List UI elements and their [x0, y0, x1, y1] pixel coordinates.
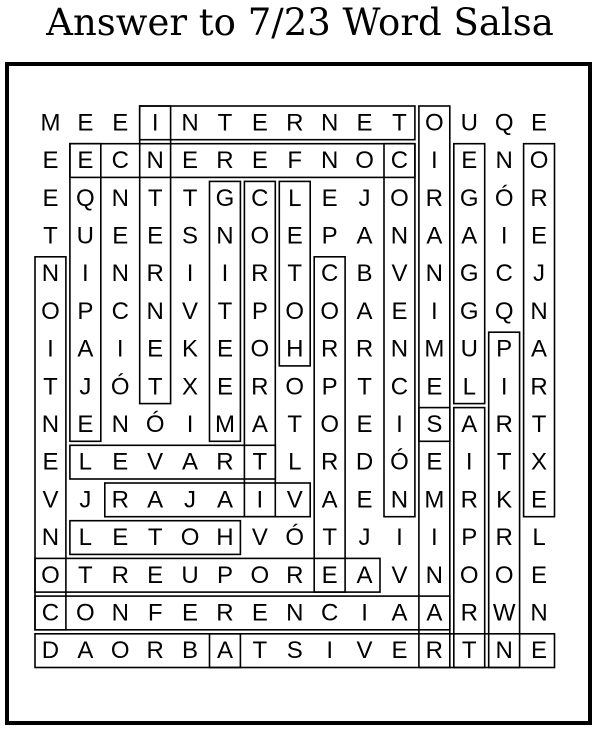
grid-letter: R: [495, 524, 513, 552]
grid-letter: R: [216, 599, 234, 627]
grid-letter: E: [77, 147, 94, 175]
grid-letter: E: [251, 109, 268, 137]
grid-letter: M: [424, 335, 445, 363]
grid-letter: Q: [494, 109, 514, 137]
grid-letter: U: [76, 222, 95, 250]
grid-letter: L: [288, 184, 302, 212]
grid-letter: O: [355, 147, 374, 175]
grid-letter: N: [530, 599, 548, 627]
grid-letter: C: [320, 599, 339, 627]
grid-letter: J: [358, 524, 371, 552]
grid-letter: O: [285, 297, 305, 325]
grid-letter: R: [425, 184, 444, 212]
grid-letter: C: [390, 373, 409, 401]
grid-letter: T: [287, 410, 303, 438]
grid-letter: P: [77, 297, 94, 325]
grid-letter: U: [181, 561, 199, 589]
grid-letter: I: [186, 260, 194, 288]
grid-letter: I: [256, 486, 264, 514]
grid-letter: J: [358, 184, 371, 212]
grid-letter: E: [321, 561, 338, 589]
grid-letter: B: [356, 260, 373, 288]
grid-letter: N: [390, 335, 409, 363]
grid-letter: R: [251, 260, 269, 288]
grid-letter: I: [500, 373, 508, 401]
grid-letter: K: [496, 486, 513, 514]
grid-letter: I: [396, 410, 403, 438]
grid-letter: J: [79, 373, 92, 401]
grid-letter: V: [391, 260, 408, 288]
grid-letter: A: [426, 222, 443, 250]
grid-letter: E: [531, 486, 548, 514]
grid-letter: I: [326, 637, 333, 665]
grid-letter: P: [321, 373, 338, 401]
grid-letter: B: [182, 637, 199, 665]
grid-letter: I: [431, 297, 438, 325]
grid-letter: N: [181, 109, 199, 137]
grid-letter: I: [500, 222, 508, 250]
grid-letter: Ó: [494, 184, 514, 212]
grid-letter: E: [426, 448, 443, 476]
grid-letter: A: [216, 637, 233, 665]
grid-letter: T: [357, 373, 372, 401]
grid-letter: N: [390, 222, 409, 250]
grid-letter: A: [461, 410, 478, 438]
grid-letter: E: [531, 637, 548, 665]
grid-letter: R: [111, 561, 129, 589]
grid-letter: R: [460, 486, 478, 514]
grid-letter: E: [42, 147, 59, 175]
grid-letter: E: [461, 147, 478, 175]
grid-letter: T: [43, 373, 58, 401]
grid-letter: F: [147, 599, 163, 627]
grid-letter: P: [496, 335, 513, 363]
grid-letter: O: [110, 637, 130, 665]
grid-letter: E: [147, 561, 164, 589]
grid-letter: A: [391, 599, 408, 627]
grid-letter: E: [112, 524, 129, 552]
grid-letter: A: [426, 599, 443, 627]
grid-letter: N: [111, 260, 129, 288]
grid-letter: N: [146, 147, 164, 175]
grid-letter: N: [425, 260, 444, 288]
grid-letter: P: [216, 561, 233, 589]
grid-letter: R: [530, 184, 548, 212]
grid-letter: R: [460, 599, 478, 627]
grid-letter: C: [390, 147, 409, 175]
grid-letter: G: [459, 260, 479, 288]
grid-letter: N: [390, 486, 409, 514]
grid-letter: D: [41, 637, 60, 665]
grid-letter: E: [426, 373, 443, 401]
grid-letter: U: [460, 109, 478, 137]
grid-letter: O: [250, 222, 270, 250]
grid-letter: E: [251, 147, 268, 175]
grid-letter: O: [250, 335, 270, 363]
grid-letter: S: [182, 222, 199, 250]
grid-letter: E: [251, 599, 268, 627]
grid-letter: A: [356, 222, 373, 250]
grid-letter: E: [321, 184, 338, 212]
grid-letter: P: [461, 524, 478, 552]
grid-letter: Ó: [110, 373, 130, 401]
grid-letter: R: [355, 335, 374, 363]
grid-letter: N: [320, 109, 339, 137]
grid-letter: T: [217, 109, 233, 137]
grid-letter: A: [77, 637, 94, 665]
grid-letter: T: [147, 373, 163, 401]
grid-letter: E: [147, 222, 164, 250]
grid-letter: Q: [76, 184, 95, 212]
grid-letter: E: [531, 109, 548, 137]
grid-letter: E: [112, 448, 129, 476]
grid-letter: C: [251, 184, 269, 212]
grid-letter: O: [459, 561, 479, 589]
grid-letter: I: [431, 147, 438, 175]
grid-letter: L: [532, 524, 546, 552]
grid-letter: L: [78, 524, 93, 552]
grid-letter: H: [286, 335, 304, 363]
grid-letter: P: [321, 222, 338, 250]
grid-letter: R: [111, 486, 129, 514]
grid-letter: I: [151, 109, 159, 137]
grid-letter: E: [147, 335, 164, 363]
grid-letter: A: [147, 486, 164, 514]
grid-letter: L: [462, 373, 476, 401]
grid-letter: N: [530, 297, 548, 325]
grid-letter: I: [221, 260, 229, 288]
grid-letter: H: [216, 524, 234, 552]
grid-letter: N: [425, 561, 444, 589]
grid-letter: A: [356, 297, 373, 325]
grid-letter: M: [214, 410, 235, 438]
grid-letter: R: [530, 373, 548, 401]
grid-letter: X: [531, 448, 548, 476]
grid-letter: R: [286, 561, 304, 589]
grid-letter: G: [215, 184, 235, 212]
grid-letter: R: [425, 637, 444, 665]
grid-letter: T: [531, 410, 547, 438]
grid-letter: N: [216, 222, 234, 250]
grid-letter: T: [182, 184, 198, 212]
grid-letter: R: [146, 637, 164, 665]
grid-letter: S: [286, 637, 303, 665]
grid-letter: V: [286, 486, 303, 514]
grid-letter: R: [286, 109, 304, 137]
grid-letter: V: [356, 637, 373, 665]
grid-letter: E: [77, 109, 94, 137]
grid-letter: I: [82, 260, 89, 288]
grid-letter: M: [40, 109, 61, 137]
grid-letter: A: [356, 561, 373, 589]
grid-letter: X: [182, 373, 199, 401]
grid-letter: V: [251, 524, 268, 552]
grid-letter: F: [287, 147, 303, 175]
grid-letter: V: [391, 561, 408, 589]
grid-letter: T: [78, 561, 93, 589]
grid-letter: L: [288, 448, 302, 476]
grid-letter: R: [251, 373, 269, 401]
grid-letter: V: [42, 486, 59, 514]
grid-letter: E: [391, 297, 408, 325]
grid-letter: E: [391, 637, 408, 665]
grid-letter: J: [79, 486, 92, 514]
grid-letter: T: [217, 297, 233, 325]
found-word-box: [105, 483, 310, 517]
grid-letter: E: [42, 184, 59, 212]
grid-letter: O: [494, 561, 514, 589]
puzzle-title: Answer to 7/23 Word Salsa: [46, 1, 554, 44]
grid-letter: N: [320, 147, 339, 175]
grid-letter: I: [431, 524, 438, 552]
grid-letter: E: [77, 410, 94, 438]
grid-letter: E: [356, 410, 373, 438]
grid-letter: G: [459, 297, 479, 325]
grid-letter: Q: [494, 297, 514, 325]
grid-letter: E: [356, 109, 373, 137]
grid-letter: T: [496, 448, 512, 476]
grid-letter: U: [460, 335, 478, 363]
grid-letter: O: [180, 524, 200, 552]
grid-letter: O: [285, 373, 305, 401]
grid-letter: R: [320, 335, 339, 363]
grid-letter: T: [147, 184, 163, 212]
grid-letter: O: [529, 147, 549, 175]
grid-letter: L: [78, 448, 93, 476]
grid-letter: J: [533, 260, 546, 288]
grid-letter: I: [361, 599, 368, 627]
grid-letter: N: [41, 410, 60, 438]
grid-letter: N: [146, 297, 164, 325]
grid-letter: R: [216, 147, 234, 175]
grid-letter: R: [320, 448, 339, 476]
grid-letter: A: [216, 486, 233, 514]
grid-letter: T: [252, 637, 268, 665]
grid-letter: G: [459, 184, 479, 212]
grid-letter: J: [184, 486, 197, 514]
grid-letter: O: [250, 561, 270, 589]
grid-letter: O: [41, 561, 60, 589]
grid-letter: S: [426, 410, 443, 438]
grid-letter: D: [355, 448, 374, 476]
grid-letter: E: [216, 335, 233, 363]
grid-letter: A: [182, 448, 199, 476]
grid-letter: K: [182, 335, 199, 363]
grid-letter: W: [492, 599, 516, 627]
grid-letter: T: [392, 109, 407, 137]
grid-letter: A: [321, 486, 338, 514]
grid-letter: N: [111, 599, 129, 627]
grid-letter: O: [320, 410, 339, 438]
grid-letter: T: [322, 524, 337, 552]
grid-letter: O: [425, 109, 444, 137]
grid-letter: E: [286, 222, 303, 250]
grid-letter: I: [465, 448, 473, 476]
grid-letter: T: [252, 448, 268, 476]
grid-letter: C: [111, 297, 129, 325]
grid-letter: T: [147, 524, 163, 552]
grid-letter: N: [495, 637, 513, 665]
grid-letter: E: [216, 373, 233, 401]
grid-letter: N: [286, 599, 304, 627]
grid-letter: I: [186, 410, 194, 438]
grid-letter: C: [320, 260, 339, 288]
grid-letter: Ó: [285, 524, 305, 552]
grid-letter: E: [531, 222, 548, 250]
grid-letter: A: [531, 335, 548, 363]
grid-letter: N: [41, 260, 60, 288]
grid-letter: C: [111, 147, 129, 175]
grid-letter: O: [320, 297, 339, 325]
grid-letter: I: [396, 524, 403, 552]
grid-letter: O: [41, 297, 60, 325]
grid-letter: A: [251, 410, 268, 438]
grid-letter: V: [182, 297, 199, 325]
grid-letter: N: [41, 524, 60, 552]
grid-letter: R: [216, 448, 234, 476]
grid-letter: N: [495, 147, 513, 175]
grid-letter: C: [41, 599, 60, 627]
grid-letter: T: [461, 637, 477, 665]
grid-letter: E: [182, 599, 199, 627]
grid-letter: E: [531, 561, 548, 589]
grid-letter: T: [43, 222, 58, 250]
grid-letter: I: [116, 335, 124, 363]
grid-letter: O: [76, 599, 95, 627]
grid-letter: Ó: [145, 410, 165, 438]
grid-letter: R: [146, 260, 164, 288]
grid-letter: C: [495, 260, 513, 288]
grid-letter: P: [251, 297, 268, 325]
grid-letter: E: [112, 109, 129, 137]
grid-letter: A: [461, 222, 478, 250]
grid-letter: A: [77, 335, 94, 363]
grid-letter: N: [111, 184, 129, 212]
grid-letter: E: [112, 222, 129, 250]
grid-letter: T: [287, 260, 303, 288]
grid-letter: O: [390, 184, 409, 212]
grid-letter: E: [356, 486, 373, 514]
found-word-box: [35, 596, 450, 630]
grid-letter: E: [42, 448, 59, 476]
grid-letter: N: [111, 410, 129, 438]
grid-letter: Ó: [390, 448, 409, 476]
grid-letter: M: [424, 486, 445, 514]
grid-letter: I: [47, 335, 54, 363]
grid-letter: E: [182, 147, 199, 175]
grid-letter: V: [147, 448, 164, 476]
grid-letter: R: [495, 410, 513, 438]
